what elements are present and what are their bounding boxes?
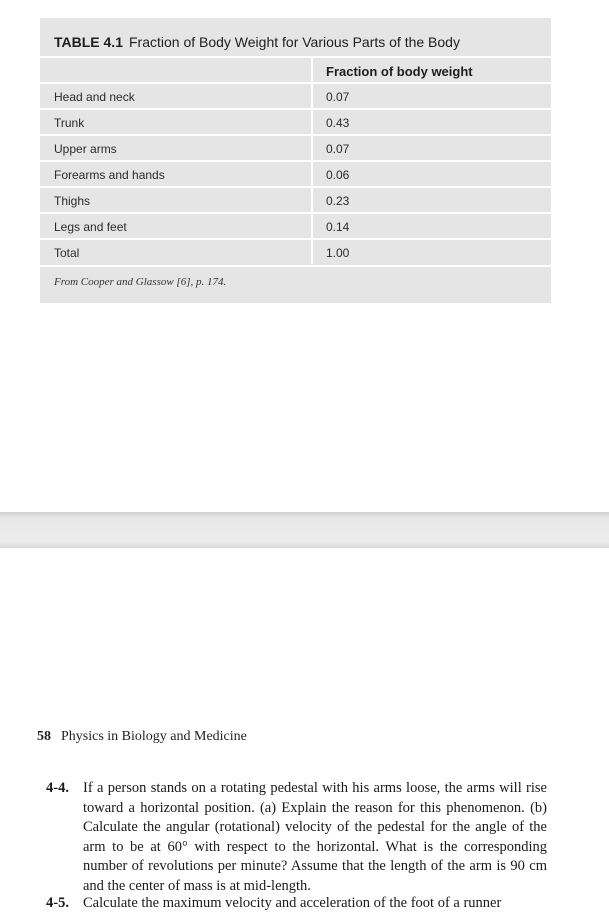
table-header-row — [40, 56, 551, 80]
problem-item — [46, 894, 556, 914]
table-source-note — [40, 265, 551, 303]
problem-text: If a person stands on a rotating pedestal with his arms loose, the arms will rise toward a horizontal position. (a) Explain the reason for this phenomenon. (b) Calculate the angular (rotational) velocity of the pedestal for the angle of the arm to be at 60° with respect to the horizontal. What is the corresponding number of revolutions per minute? Assume that the length of the arm is 90 cm and the center of mass is at mid-length. — [83, 780, 547, 894]
page-separator — [0, 512, 609, 548]
fraction-cell: 0.07 — [326, 142, 350, 156]
body-part-cell: Forearms and hands — [54, 168, 165, 182]
body-part-cell: Upper arms — [54, 142, 117, 156]
table-label: TABLE 4.1 — [54, 34, 123, 50]
fraction-cell: 0.07 — [326, 90, 350, 104]
problem-number: 4-5. — [46, 895, 69, 911]
fraction-cell: 0.23 — [326, 194, 350, 208]
source-citation: From Cooper and Glassow [6], p. 174. — [54, 276, 227, 288]
table-row — [40, 82, 551, 106]
table-row — [40, 186, 551, 210]
body-part-cell: Legs and feet — [54, 220, 127, 234]
table-total-row — [40, 238, 551, 262]
fraction-cell: 0.43 — [326, 116, 350, 130]
table-row — [40, 134, 551, 158]
problem-item — [46, 779, 556, 896]
table-caption — [54, 34, 460, 50]
text-page — [0, 548, 609, 911]
running-head — [37, 729, 247, 745]
table-title: Fraction of Body Weight for Various Parts of the Body — [128, 34, 460, 50]
body-weight-table — [40, 18, 551, 303]
body-part-cell: Head and neck — [54, 90, 135, 104]
fraction-cell: 0.14 — [326, 220, 350, 234]
body-part-cell: Total — [54, 246, 80, 260]
table-row — [40, 108, 551, 132]
table-row — [40, 212, 551, 236]
body-part-cell: Trunk — [54, 116, 85, 130]
body-part-cell: Thighs — [54, 194, 91, 208]
page-number: 58 — [37, 729, 51, 744]
column-header-fraction: Fraction of body weight — [326, 64, 473, 79]
fraction-cell: 0.06 — [326, 168, 350, 182]
fraction-cell: 1.00 — [326, 246, 350, 260]
book-title: Physics in Biology and Medicine — [61, 729, 247, 744]
problem-text: Calculate the maximum velocity and acceleration of the foot of a runner — [83, 895, 502, 911]
table-row — [40, 160, 551, 184]
problem-number: 4-4. — [46, 780, 69, 796]
